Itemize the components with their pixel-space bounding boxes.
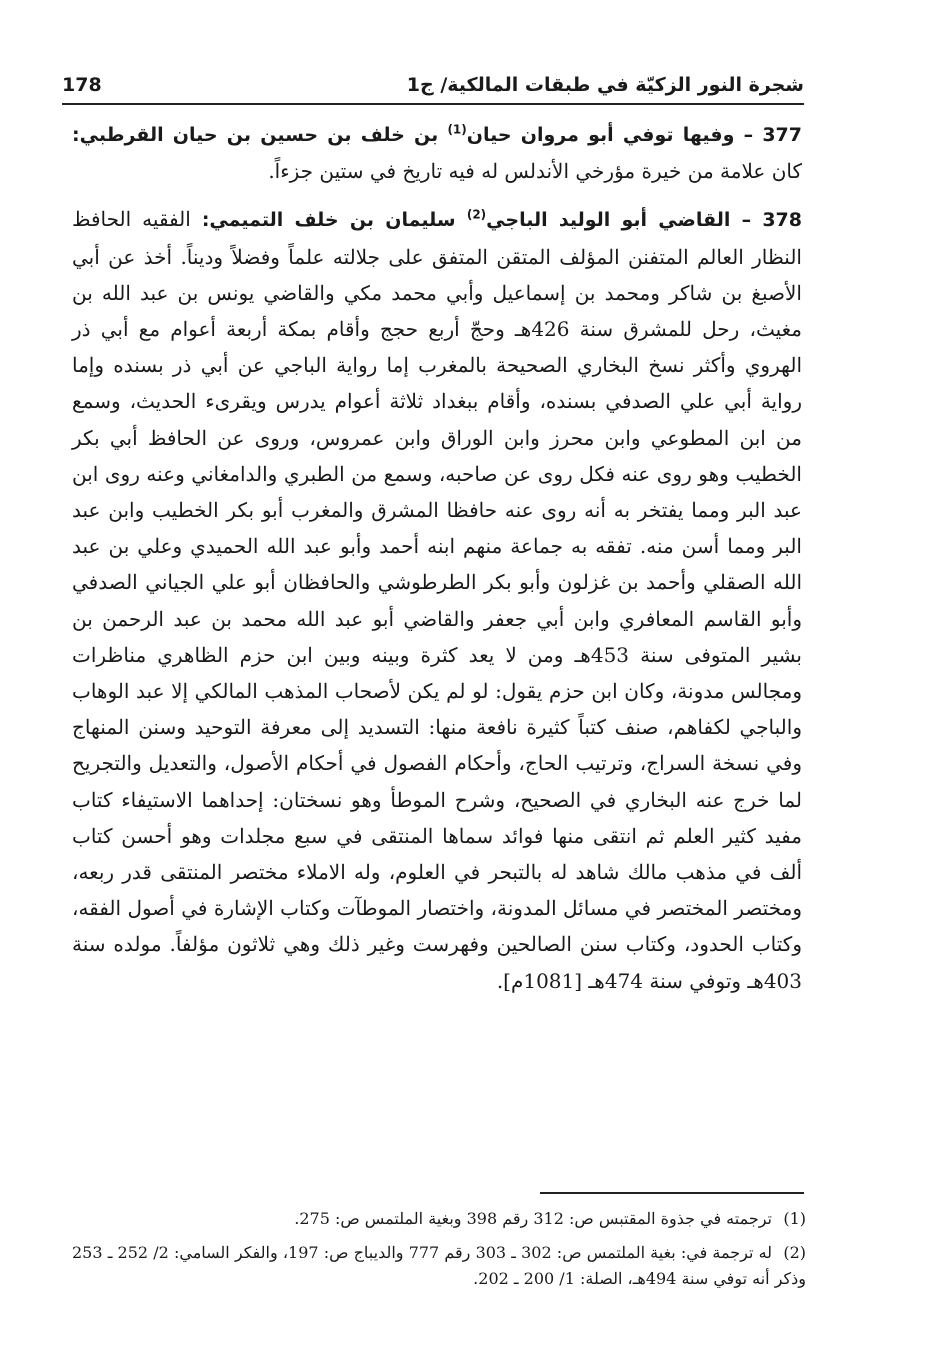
footnote-ref-2: (2)	[466, 208, 487, 223]
footnotes	[72, 1206, 806, 1300]
page-number: 178	[62, 74, 102, 96]
footnote-2	[72, 1240, 806, 1292]
entry-heading-name: 377 – وفيها توفي أبو مروان حيان	[466, 124, 802, 146]
main-text	[72, 116, 802, 999]
entry-heading-name: 378 – القاضي أبو الوليد الباجي	[486, 209, 802, 232]
entry-377	[72, 116, 802, 189]
running-title: شجرة النور الزكيّة في طبقات المالكية/ ج1	[406, 74, 804, 96]
header-rule	[62, 103, 804, 105]
entry-heading-rest: سليمان بن خلف التميمي:	[201, 209, 467, 232]
footnote-ref-1: (1)	[447, 122, 467, 137]
footnote-1	[72, 1206, 806, 1232]
entry-heading-rest: بن خلف بن حسين بن حيان القرطبي:	[72, 124, 448, 146]
entry-text: كان علامة من خيرة مؤرخي الأندلس له فيه تاريخ في ستين جزءاً.	[268, 159, 802, 184]
footnote-number: (1)	[783, 1209, 806, 1228]
entry-heading	[72, 124, 802, 146]
footnote-separator	[540, 1192, 804, 1194]
entry-378	[72, 201, 802, 998]
footnote-number: (2)	[783, 1243, 807, 1262]
footnote-text: له ترجمة في: بغية الملتمس ص: 302 ـ 303 رقم 777 والديباج ص: 197، والفكر السامي: 2/ 252 ـ 253 وذكر أنه توفي سنة 494هـ، الصلة: 1/ 200 ـ 202.	[72, 1243, 806, 1288]
footnote-text: ترجمته في جذوة المقتبس ص: 312 رقم 398 وبغية الملتمس ص: 275.	[294, 1209, 772, 1228]
entry-text: الفقيه الحافظ النظار العالم المتفنن المؤلف المتقن المتفق على جلالته علماً وفضلاً وديناً. أخذ عن أبي الأصبغ بن شاكر ومحمد بن إسماعيل وأبي محمد مكي والقاضي يونس بن عبد الله بن مغيث، رحل للمشرق سنة 426هـ وحجّ أربع حجج وأقام بمكة أربعة أعوام مع أبي ذر الهروي وأكثر نسخ البخاري الصحيحة بالمغرب إما رواية الباجي عن أبي ذر بسنده وإما رواية أبي علي الصدفي بسنده، وأقام ببغداد ثلاثة أعوام يدرس ويقرىء الحديث، وسمع من ابن المطوعي وابن محرز وابن الوراق وابن عمروس، وروى عن الحافظ أبي بكر الخطيب وهو روى عنه فكل روى عن صاحبه، وسمع من الطبري والدامغاني وعنه روى ابن عبد البر ومما يفتخر به أنه روى عنه حافظا المشرق والمغرب أبو بكر الخطيب وابن عبد البر ومما أسن منه. تفقه به جماعة منهم ابنه أحمد وأبو عبد الله الحميدي وعلي بن عبد الله الصقلي وأحمد بن غزلون وأبو بكر الطرطوشي والحافظان أبو علي الجياني الصدفي وأبو القاسم المعافري وابن أبي جعفر والقاضي أبو عبد الله محمد بن عبد الرحمن بن بشير المتوفى سنة 453هـ ومن لا يعد كثرة وبينه وبين ابن حزم الظاهري مناظرات ومجالس مدونة، وكان ابن حزم يقول: لو لم يكن لأصحاب المذهب المالكي إلا عبد الوهاب والباجي لكفاهم، صنف كتباً كثيرة نافعة منها: التسديد إلى معرفة التوحيد وسنن المنهاج وفي نسخة السراج، وترتيب الحاج، وأحكام الفصول في أحكام الأصول، والتعديل والتجريح لما خرج عنه البخاري في الصحيح، وشرح الموطأ وهو نسختان: إحداهما الاستيفاء كتاب مفيد كثير العلم ثم انتقى منها فوائد سماها المنتقى في سبع مجلدات وهو أحسن كتاب ألف في مذهب مالك شاهد له بالتبحر في العلوم، وله الاملاء مختصر المنتقى قدر ربعه، ومختصر المختصر في مسائل المدونة، واختصار الموطآت وكتاب الإشارة في أصول الفقه، وكتاب الحدود، وكتاب سنن الصالحين وفهرست وغير ذلك وهي ثلاثون مؤلفاً. مولده سنة 403هـ وتوفي سنة 474هـ [1081م].	[72, 207, 802, 993]
page-header	[62, 62, 804, 98]
entry-heading	[202, 209, 802, 231]
